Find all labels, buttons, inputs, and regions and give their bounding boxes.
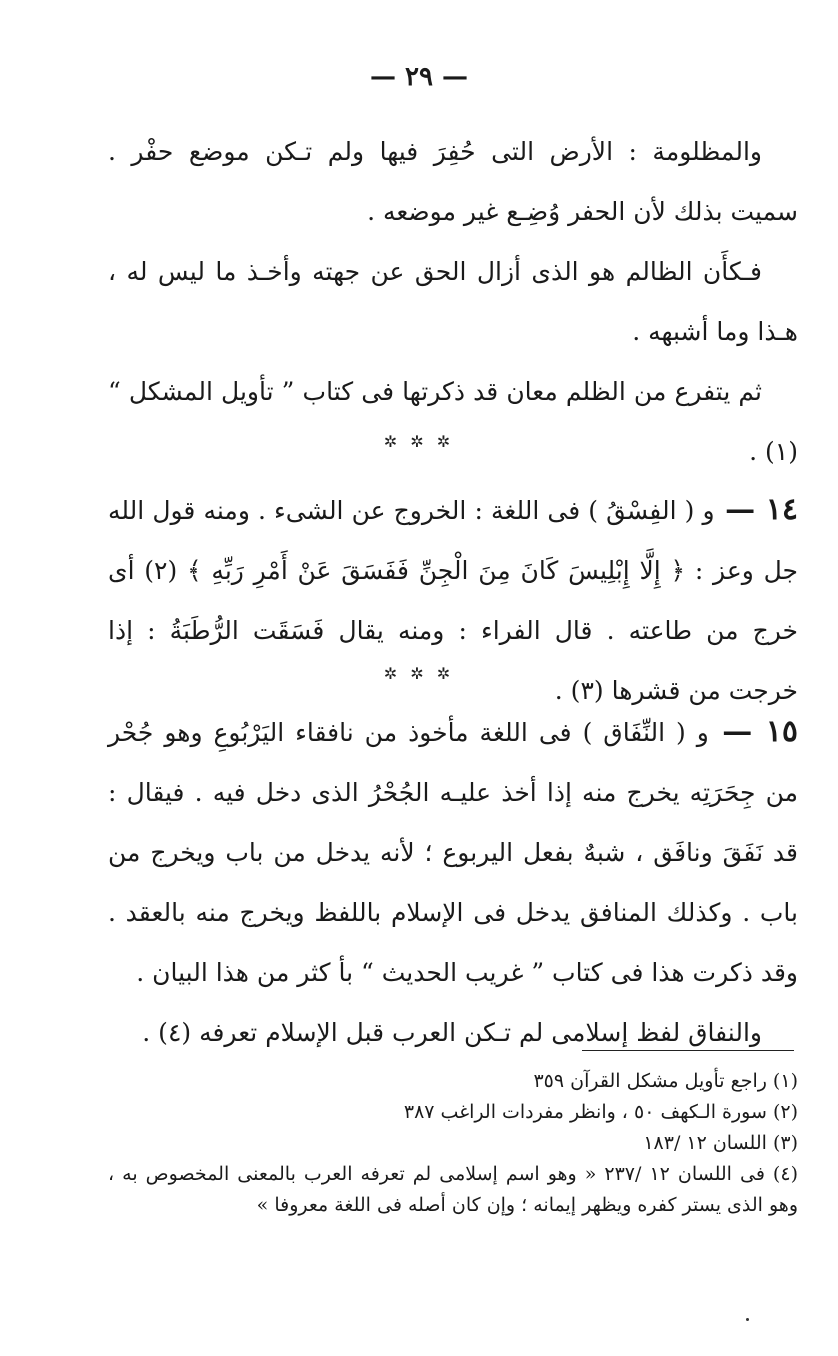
footnote-3: (٣) اللسان ١٢ /١٨٣ bbox=[643, 1132, 798, 1154]
section-divider-2: ✲ ✲ ✲ bbox=[383, 664, 455, 683]
entry-number-14: ١٤ — bbox=[714, 492, 799, 527]
paragraph-group-zulm bbox=[108, 122, 798, 482]
footnotes bbox=[108, 1066, 798, 1221]
footnote-4: (٤) فى اللسان ١٢ /٢٣٧ « وهو اسم إسلامى لم تعرفه العرب بالمعنى المخصوص به ، وهو الذى يستر كفره ويظهر إيمانه ؛ وإن كان أصله فى اللغة معروفا » bbox=[108, 1163, 798, 1216]
entry-14-fisq bbox=[108, 480, 798, 721]
page-speck bbox=[746, 1318, 749, 1321]
page-number: — ٢٩ — bbox=[369, 62, 469, 92]
section-divider-1: ✲ ✲ ✲ bbox=[383, 432, 455, 451]
entry-15-nifaq bbox=[108, 702, 798, 1063]
paragraph-mazluma: والمظلومة : الأرض التى حُفِرَ فيها ولم تـكن موضع حفْر . سميت بذلك لأن الحفر وُضِـع غير موضعه . bbox=[108, 137, 798, 226]
entry-15-text: و ( النِّفَاق ) فى اللغة مأخوذ من نافقاء اليَرْبُوعِ وهو جُحْر من جِحَرَتِه يخرج منه إذا أخذ عليـه الجُحْرُ الذى دخل فيه . فيقال : قد نَفَقَ ونافَق ، شبهٌ بفعل اليربوع ؛ لأنه يدخل من باب ويخرج من باب . وكذلك المنافق يدخل فى الإسلام باللفظ ويخرج منه بالعقد . وقد ذكرت هذا فى كتاب ” غريب الحديث “ بأ كثر من هذا البيان . bbox=[108, 718, 798, 987]
entry-number-15: ١٥ — bbox=[708, 714, 799, 749]
footnote-2: (٢) سورة الـكهف ٥٠ ، وانظر مفردات الراغب ٣٨٧ bbox=[403, 1101, 798, 1123]
footnote-separator bbox=[582, 1050, 794, 1051]
paragraph-tawil-reference: ثم يتفرع من الظلم معان قد ذكرتها فى كتاب ” تأويل المشكل “ (١) . bbox=[108, 377, 798, 466]
paragraph-nifaq bbox=[108, 702, 798, 1003]
footnote-1: (١) راجع تأويل مشكل القرآن ٣٥٩ bbox=[533, 1070, 798, 1092]
paragraph-zalim: فـكأَن الظالم هو الذى أزال الحق عن جهته وأخـذ ما ليس له ، هـذا وما أشبهه . bbox=[108, 257, 798, 346]
paragraph-nifaq-closing: والنفاق لفظ إسلامى لم تـكن العرب قبل الإسلام تعرفه (٤) . bbox=[142, 1018, 762, 1047]
entry-14-text: و ( الفِسْقُ ) فى اللغة : الخروج عن الشىء . ومنه قول الله جل وعز : ﴿ إِلَّا إِبْلِيسَ كَانَ مِنَ الْجِنِّ فَفَسَقَ عَنْ أَمْرِ رَبِّهِ ﴾ (٢) أى خرج من طاعته . قال الفراء : ومنه يقال فَسَقَت الرُّطَبَةُ : إذا خرجت من قشرها (٣) . bbox=[108, 496, 798, 705]
paragraph-fisq bbox=[108, 480, 798, 721]
